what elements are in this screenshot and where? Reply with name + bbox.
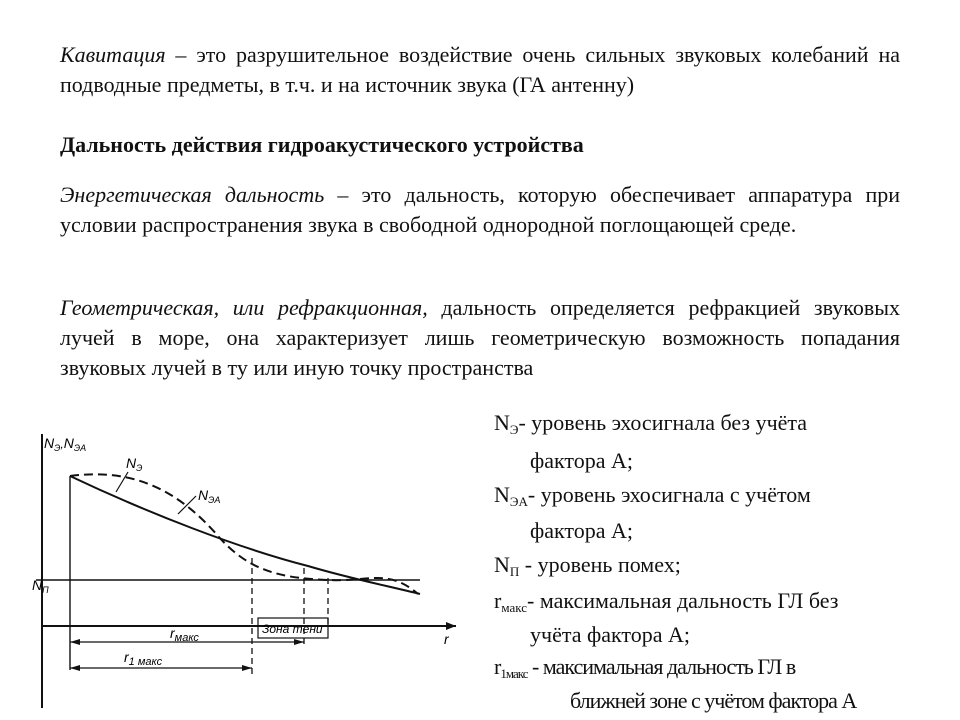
range-diagram [28,418,468,710]
rmax-arrow-right-icon [294,639,304,645]
cavitation-term: Кавитация [60,42,166,67]
cavitation-paragraph [60,40,900,100]
section-heading: Дальность действия гидроакустического устройства [60,132,584,157]
rmax-arrow-left-icon [70,639,80,645]
geometric-range-paragraph [60,293,900,383]
r1max-arrow-right-icon [242,665,252,671]
x-axis-arrow-icon [446,622,456,630]
legend-line-nea: $N_{ЭА}-$ уровень эхосигнала с учётом [494,482,811,509]
energy-range-term: Энергетическая дальность [60,182,325,207]
energy-range-paragraph [60,180,900,240]
r1max-label: $r_{1 макс}$ [124,649,163,668]
noise-label: $N_П$ [32,577,49,595]
legend-line-rmax: $r_{макс}-$ максимальная дальность ГЛ без [494,588,839,615]
y-axis-label: $N_Э,N_{ЭА}$ [44,435,87,453]
rmax-label: $r_{макс}$ [170,625,199,644]
legend-line-ne: $N_Э-$ уровень эхосигнала без учёта [494,410,808,437]
geometric-range-term: Геометрическая, или рефракционная, [60,295,428,320]
ne-curve [70,476,420,594]
nea-curve [70,474,418,594]
legend-line-rmax-cont: учёта фактора А; [530,622,690,647]
nea-curve-label: $N_{ЭА}$ [198,487,221,505]
legend-line-np: $N_П$ - уровень помех; [494,552,681,579]
r1max-arrow-left-icon [70,665,80,671]
geometric-range-definition: дальность определяется рефракцией звуковых лучей в море, она характеризует лишь геометрическую возможность попадания звуковых лучей в ту или иную точку пространства [60,295,900,380]
energy-range-definition: – это дальность, которую обеспечивает аппаратура при условии распространения звука в свободной однородной поглощающей среде. [60,182,900,237]
legend-line-nea-cont: фактора А; [530,518,634,543]
shadow-zone-label: Зона тени [262,622,323,636]
legend-line-ne-cont: фактора А; [530,448,634,473]
legend-line-r1max-cont: ближней зоне с учётом фактора А [570,688,857,713]
legend-line-r1max: $r_{1макс}$ - максимальная дальность ГЛ в [494,654,796,681]
x-axis-label: r [444,631,449,647]
ne-curve-label: $N_Э$ [126,455,143,473]
cavitation-definition: – это разрушительное воздействие очень сильных звуковых колебаний на подводные предметы, в т.ч. и на источник звука (ГА антенну) [60,42,900,97]
